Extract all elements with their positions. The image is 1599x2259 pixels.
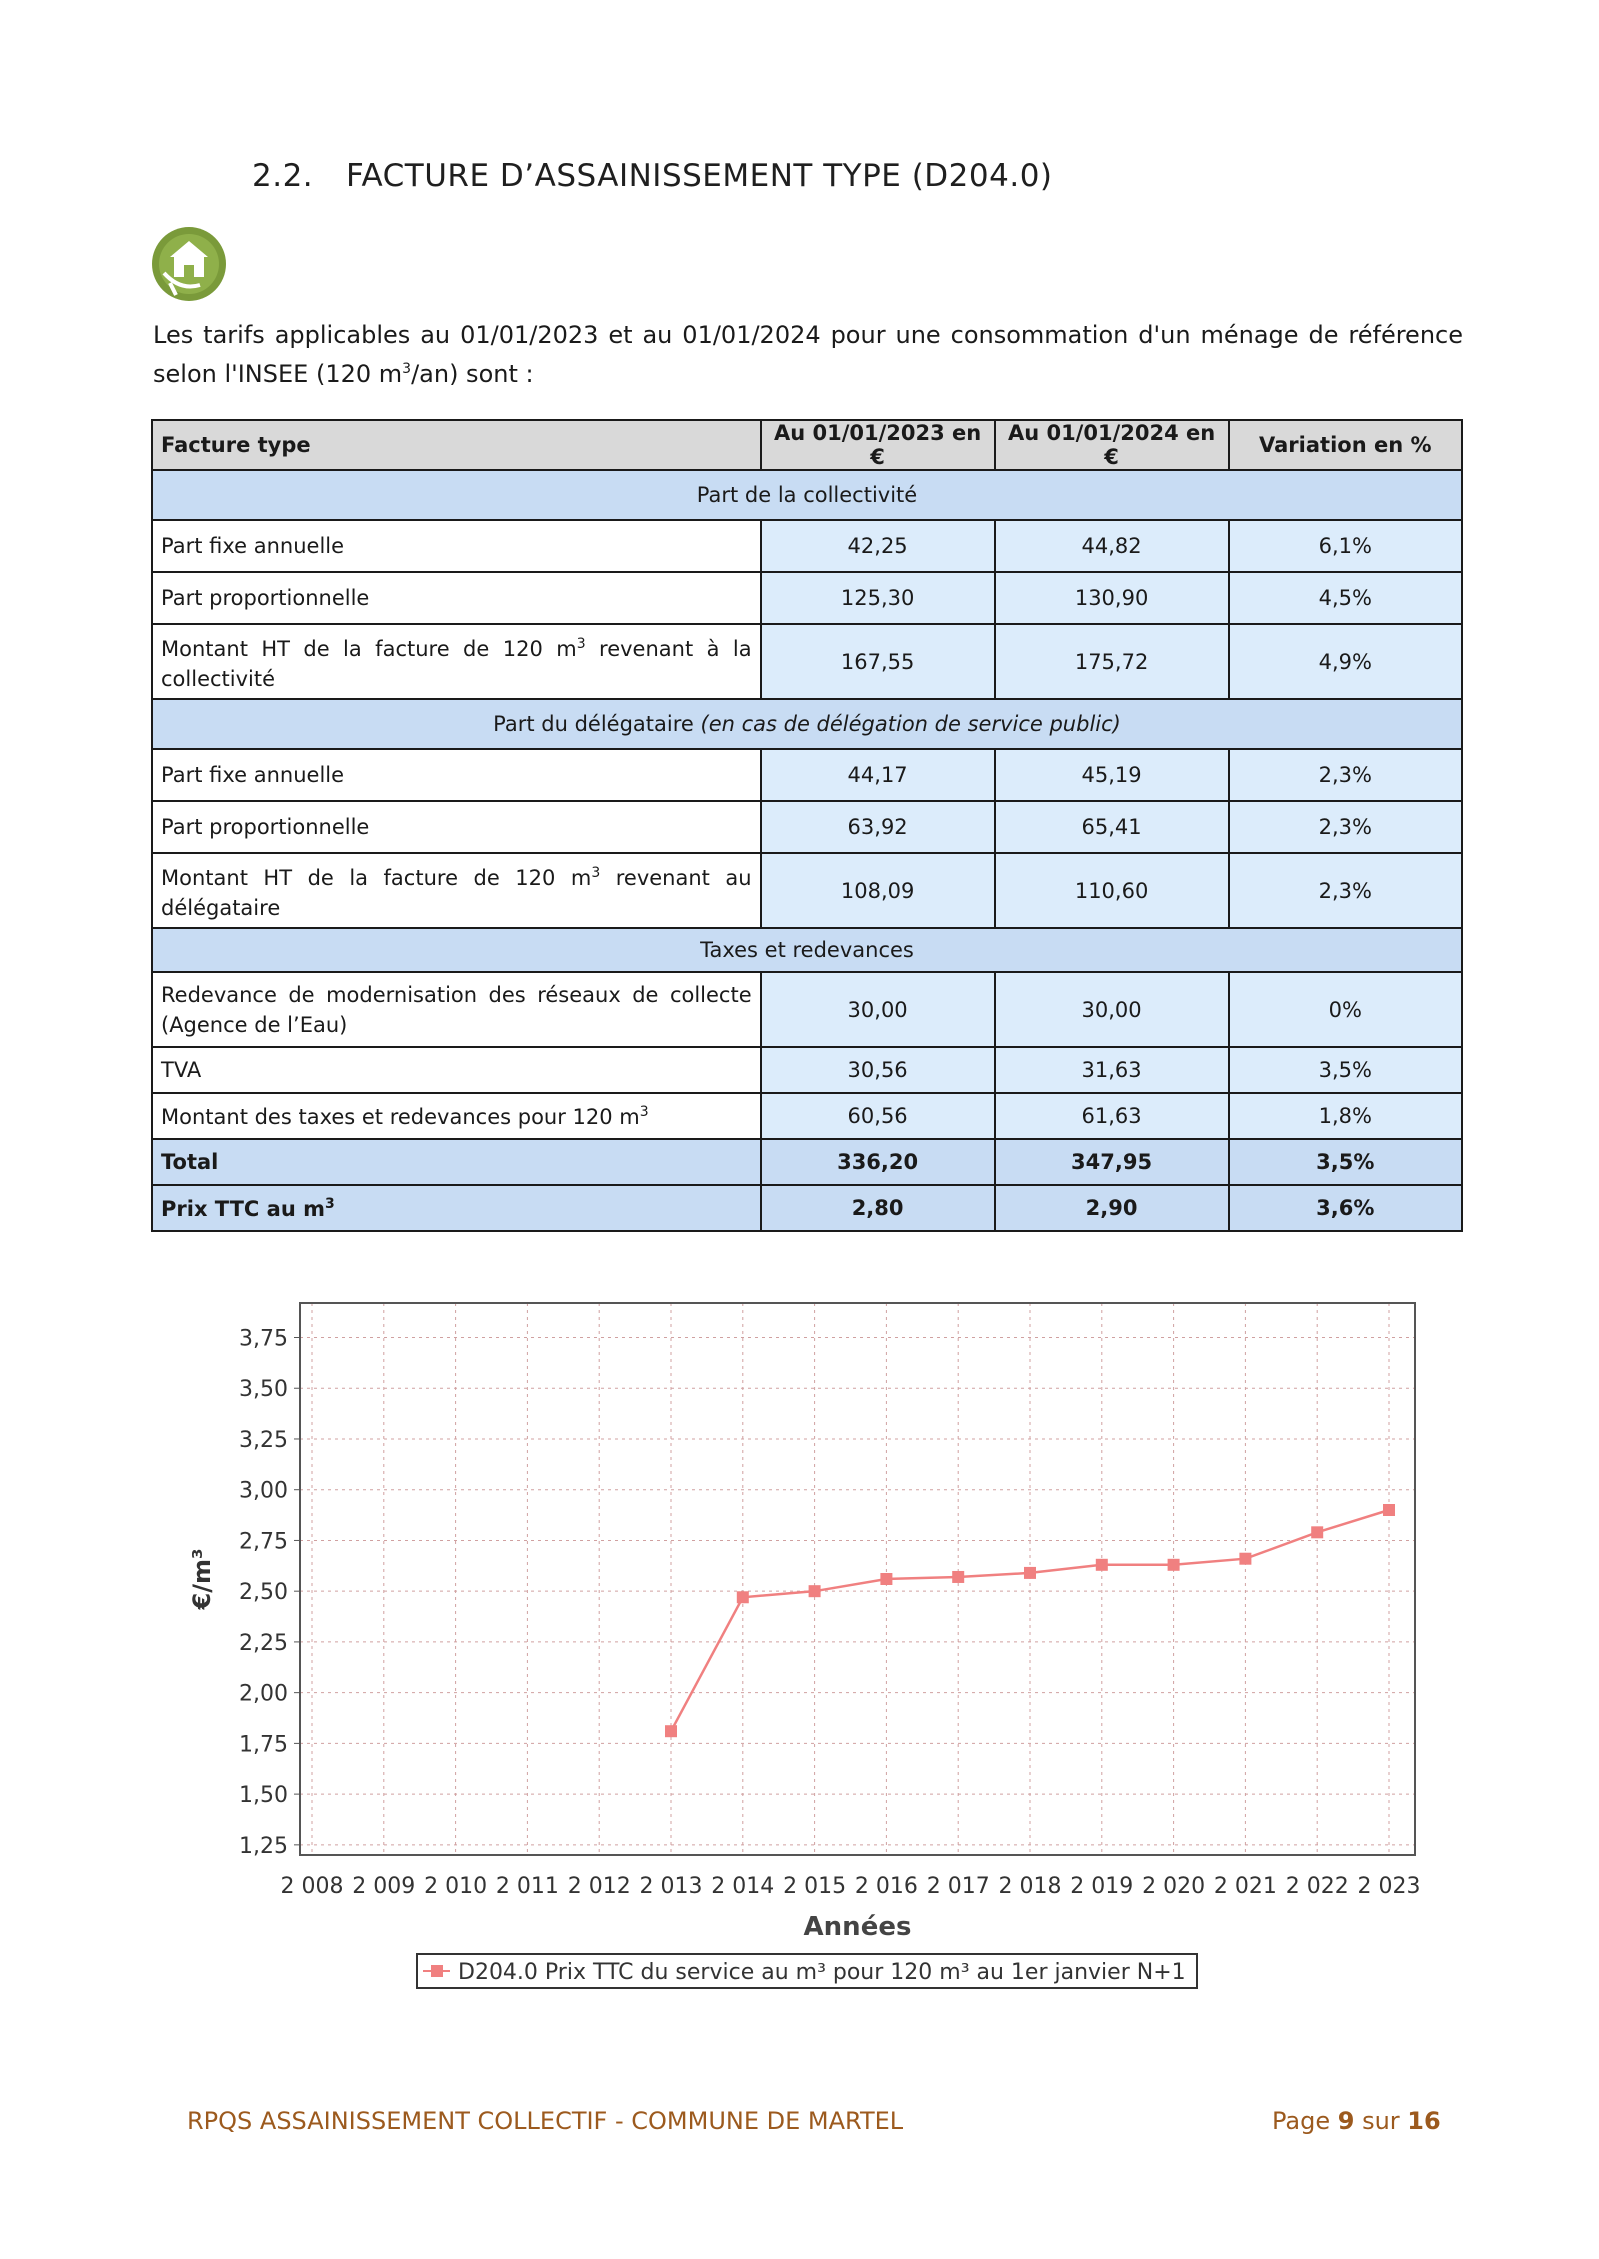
data-point-marker: [809, 1585, 821, 1597]
header-variation: Variation en %: [1229, 420, 1462, 470]
section-row-collectivite: [152, 470, 1462, 520]
table-row: [152, 624, 1462, 699]
row-label: Part fixe annuelle: [152, 749, 761, 801]
cell-2023: 30,00: [761, 972, 995, 1047]
y-tick-label: 1,50: [239, 1783, 288, 1809]
label-text: Montant HT de la facture de 120 m: [161, 866, 592, 890]
cell-variation: 2,3%: [1229, 801, 1462, 853]
x-tick-label: 2 012: [567, 1874, 631, 1899]
y-axis-ticks: [239, 1327, 300, 1859]
data-point-marker: [952, 1571, 964, 1583]
x-tick-label: 2 009: [352, 1874, 416, 1899]
cell-variation: 0%: [1229, 972, 1462, 1047]
section-label-italic: (en cas de délégation de service public): [700, 712, 1121, 736]
cell-2024: 2,90: [995, 1185, 1229, 1231]
data-point-marker: [1096, 1559, 1108, 1571]
table-row: [152, 801, 1462, 853]
data-point-marker: [1024, 1567, 1036, 1579]
x-tick-label: 2 017: [926, 1874, 990, 1899]
page-total: 16: [1407, 2107, 1441, 2135]
header-2023: Au 01/01/2023 en €: [761, 420, 995, 470]
invoice-table: [151, 419, 1463, 1232]
section-label: [152, 699, 1462, 749]
y-tick-label: 3,25: [239, 1427, 288, 1453]
label-text: Prix TTC au m: [161, 1196, 325, 1221]
x-axis-ticks: [281, 1874, 1421, 1899]
cell-2024: 110,60: [995, 853, 1229, 928]
cell-variation: 3,5%: [1229, 1047, 1462, 1093]
y-axis-label: €/m³: [188, 1548, 216, 1610]
section-row-delegataire: [152, 699, 1462, 749]
row-label: Total: [152, 1139, 761, 1185]
header-2024: Au 01/01/2024 en €: [995, 420, 1229, 470]
section-title: FACTURE D’ASSAINISSEMENT TYPE (D204.0): [346, 158, 1053, 194]
data-point-marker: [737, 1591, 749, 1603]
plot-frame: [300, 1303, 1415, 1855]
x-tick-label: 2 015: [783, 1874, 847, 1899]
header-facture-type: Facture type: [152, 420, 761, 470]
table-row: [152, 1047, 1462, 1093]
cell-2023: 125,30: [761, 572, 995, 624]
cell-2023: 42,25: [761, 520, 995, 572]
row-label: Part proportionnelle: [152, 801, 761, 853]
y-tick-label: 3,00: [239, 1478, 288, 1504]
label-text: Montant HT de la facture de 120 m: [161, 637, 577, 661]
label-sup: 3: [324, 1195, 335, 1212]
data-point-marker: [1383, 1504, 1395, 1516]
cell-2024: 61,63: [995, 1093, 1229, 1139]
y-tick-label: 2,00: [239, 1681, 288, 1707]
intro-text-start: Les tarifs applicables au 01/01/2023 et au 01/01/2024 pour une consommation d'un ménage de référence selon l'INSEE (120 m: [153, 321, 1463, 388]
x-tick-label: 2 010: [424, 1874, 488, 1899]
sanitation-logo-icon: [150, 225, 228, 303]
cell-variation: 4,5%: [1229, 572, 1462, 624]
x-tick-label: 2 008: [280, 1874, 344, 1899]
label-text: revenant à la collectivité: [161, 637, 752, 691]
x-tick-label: 2 019: [1070, 1874, 1134, 1899]
table-row: [152, 1093, 1462, 1139]
row-label: Redevance de modernisation des réseaux de collecte (Agence de l’Eau): [152, 972, 761, 1047]
label-sup: 3: [591, 865, 601, 881]
row-label: [152, 853, 761, 928]
cell-2024: 44,82: [995, 520, 1229, 572]
label-text: revenant au délégataire: [161, 866, 752, 920]
data-point-marker: [665, 1725, 677, 1737]
cell-2024: 130,90: [995, 572, 1229, 624]
cell-2023: 63,92: [761, 801, 995, 853]
cell-2023: 167,55: [761, 624, 995, 699]
footer-document-title: RPQS ASSAINISSEMENT COLLECTIF - COMMUNE DE MARTEL: [187, 2107, 904, 2135]
y-tick-label: 2,50: [239, 1580, 288, 1606]
section-row-taxes: [152, 928, 1462, 972]
cell-variation: 2,3%: [1229, 853, 1462, 928]
x-tick-label: 2 018: [998, 1874, 1062, 1899]
row-label: [152, 1185, 761, 1231]
footer-page-number: [1272, 2107, 1441, 2135]
page-current: 9: [1337, 2107, 1355, 2135]
row-label: [152, 1093, 761, 1139]
table-row: [152, 520, 1462, 572]
y-tick-label: 3,75: [239, 1326, 288, 1352]
cell-2023: 60,56: [761, 1093, 995, 1139]
cell-2023: 30,56: [761, 1047, 995, 1093]
legend-swatch-marker: [431, 1965, 443, 1977]
label-sup: 3: [576, 636, 586, 652]
cell-2023: 336,20: [761, 1139, 995, 1185]
intro-sup: 3: [402, 361, 412, 377]
x-tick-label: 2 023: [1357, 1874, 1421, 1899]
data-point-marker: [1239, 1553, 1251, 1565]
x-tick-label: 2 021: [1213, 1874, 1277, 1899]
y-tick-label: 1,75: [239, 1732, 288, 1758]
section-label: Part de la collectivité: [152, 470, 1462, 520]
cell-2024: 31,63: [995, 1047, 1229, 1093]
price-line-chart: [180, 1290, 1440, 1990]
label-text: Montant des taxes et redevances pour 120 m: [161, 1104, 640, 1129]
cell-variation: 3,6%: [1229, 1185, 1462, 1231]
total-row: [152, 1139, 1462, 1185]
cell-2023: 44,17: [761, 749, 995, 801]
chart-grid: [300, 1303, 1415, 1855]
x-tick-label: 2 020: [1142, 1874, 1206, 1899]
cell-2024: 65,41: [995, 801, 1229, 853]
data-point-marker: [1168, 1559, 1180, 1571]
data-point-marker: [880, 1573, 892, 1585]
intro-text-end: /an) sont :: [411, 360, 534, 388]
table-row: [152, 972, 1462, 1047]
x-tick-label: 2 011: [495, 1874, 559, 1899]
cell-variation: 4,9%: [1229, 624, 1462, 699]
x-tick-label: 2 022: [1285, 1874, 1349, 1899]
y-tick-label: 2,25: [239, 1630, 288, 1656]
x-tick-label: 2 014: [711, 1874, 775, 1899]
label-sup: 3: [639, 1103, 649, 1120]
y-tick-label: 2,75: [239, 1529, 288, 1555]
cell-2024: 347,95: [995, 1139, 1229, 1185]
data-point-marker: [1311, 1526, 1323, 1538]
cell-2023: 108,09: [761, 853, 995, 928]
y-tick-label: 1,25: [239, 1833, 288, 1859]
table-row: [152, 572, 1462, 624]
legend-label: D204.0 Prix TTC du service au m³ pour 120 m³ au 1er janvier N+1: [458, 1960, 1186, 1985]
chart-legend: [417, 1954, 1197, 1988]
page-of: sur: [1354, 2107, 1408, 2135]
row-label: TVA: [152, 1047, 761, 1093]
table-row: [152, 853, 1462, 928]
cell-2024: 175,72: [995, 624, 1229, 699]
cell-variation: 2,3%: [1229, 749, 1462, 801]
cell-2023: 2,80: [761, 1185, 995, 1231]
row-label: Part proportionnelle: [152, 572, 761, 624]
table-row: [152, 749, 1462, 801]
table-header-row: [152, 420, 1462, 470]
intro-paragraph: [153, 318, 1463, 391]
section-label-text: Part du délégataire: [493, 712, 701, 736]
y-tick-label: 3,50: [239, 1377, 288, 1403]
prix-ttc-row: [152, 1185, 1462, 1231]
section-label: Taxes et redevances: [152, 928, 1462, 972]
x-tick-label: 2 016: [854, 1874, 918, 1899]
row-label: Part fixe annuelle: [152, 520, 761, 572]
row-label: [152, 624, 761, 699]
cell-2024: 30,00: [995, 972, 1229, 1047]
section-number: 2.2.: [252, 158, 314, 194]
x-tick-label: 2 013: [639, 1874, 703, 1899]
cell-variation: 6,1%: [1229, 520, 1462, 572]
cell-variation: 3,5%: [1229, 1139, 1462, 1185]
cell-2024: 45,19: [995, 749, 1229, 801]
page-word: Page: [1272, 2107, 1338, 2135]
section-heading: [252, 158, 1053, 194]
x-axis-label: Années: [803, 1912, 912, 1942]
cell-variation: 1,8%: [1229, 1093, 1462, 1139]
